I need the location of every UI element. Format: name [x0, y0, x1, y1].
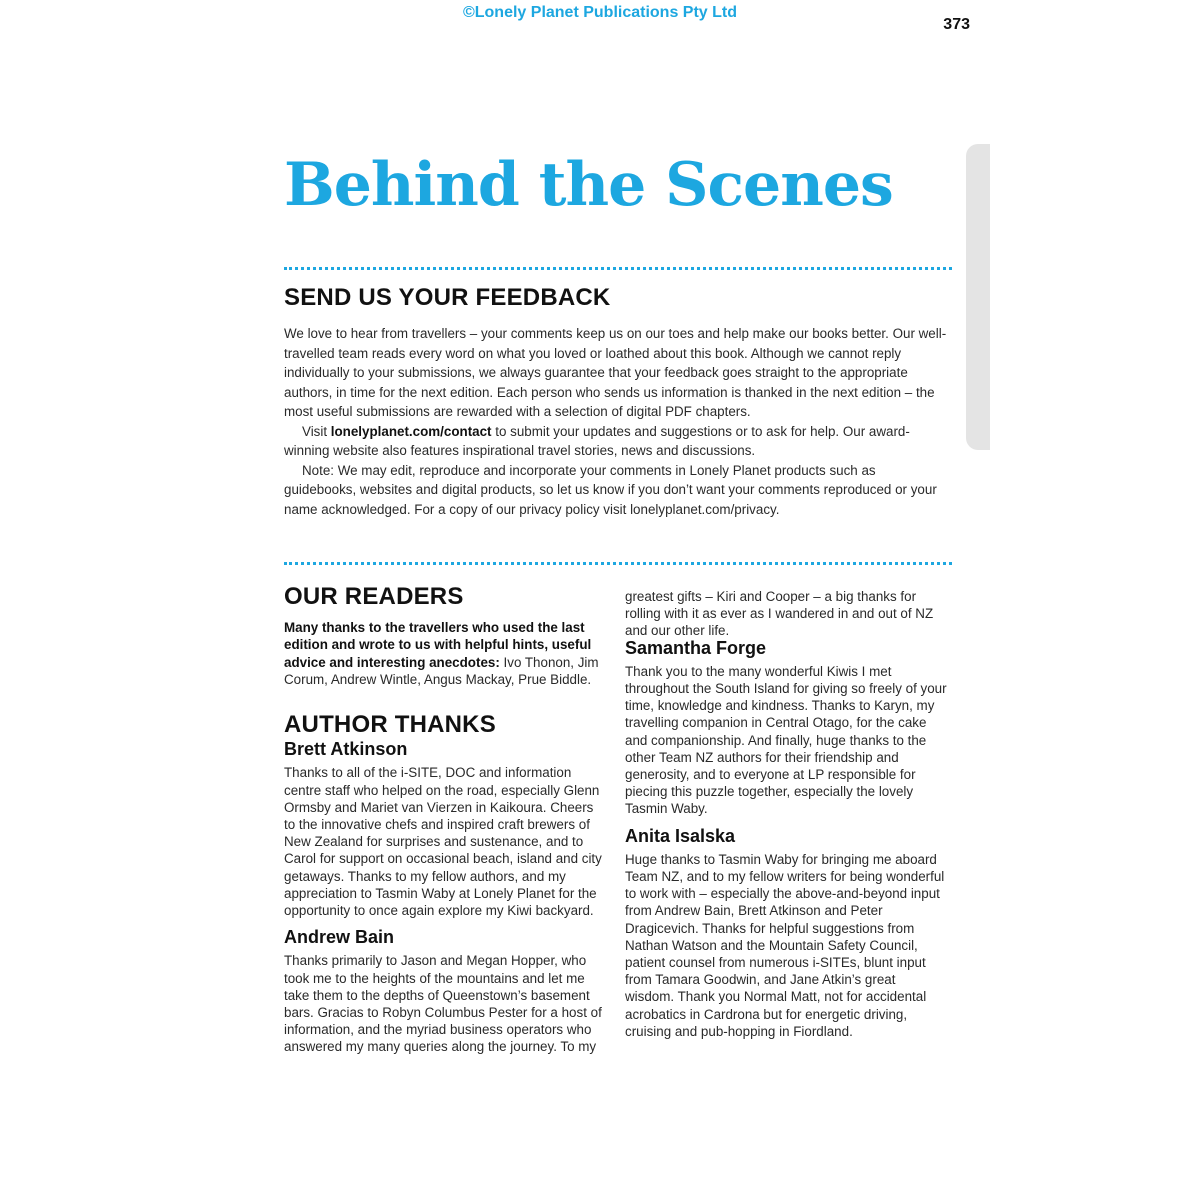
author-name: Anita Isalska — [625, 825, 736, 846]
author-thanks-text: Thank you to the many wonderful Kiwis I met throughout the South Island for giving so freely of your time, knowledge and kindness. Thanks to Karyn, my travelling companion in Central Otago, for the cake and companionship. And finally, huge thanks to the other Team NZ authors for their friendship and generosity, and to everyone at LP responsible for piecing this puzzle together, especially the lovely Tasmin Waby. — [625, 663, 947, 817]
author-thanks-text: Thanks to all of the i-SITE, DOC and information centre staff who helped on the road, especially Glenn Ormsby and Mariet van Vierzen in Kaikoura. Cheers to the innovative chefs and inspired craft brewers of New Zealand for surprises and sustenance, and to Carol for support on occasional beach, island and city getaways. Thanks to my fellow authors, and my appreciation to Tasmin Waby at Lonely Planet for the opportunity to once again explore my Kiwi backyard. — [284, 765, 602, 919]
feedback-paragraph — [284, 422, 950, 461]
readers-heading: OUR READERS — [284, 583, 464, 610]
author-name: Andrew Bain — [284, 927, 395, 948]
author-thanks-heading: AUTHOR THANKS — [284, 711, 496, 739]
author-thanks-continued: greatest gifts – Kiri and Cooper – a big thanks for rolling with it as ever as I wandered in and out of NZ and our other life. — [625, 589, 934, 639]
readers-lead: Many thanks to the travellers who used the last edition and wrote to us with helpful hints, useful advice and interesting anecdotes: — [284, 620, 592, 670]
dotted-divider — [284, 562, 952, 565]
chapter-side-tab — [966, 144, 990, 450]
readers-names: Ivo Thonon, Jim Corum, Andrew Wintle, Angus Mackay, Prue Biddle. — [284, 654, 599, 687]
feedback-body — [284, 324, 950, 519]
copyright-notice: ©Lonely Planet Publications Pty Ltd — [462, 4, 738, 21]
feedback-paragraph: We love to hear from travellers – your comments keep us on our toes and help make our books better. Our well-travelled team reads every word on what you loved or loathed about this book. Although we cannot reply individually to your submissions, we always guarantee that your feedback goes straight to the appropriate authors, in time for the next edition. Each person who sends us information is thanked in the next edition – the most useful submissions are rewarded with a selection of digital PDF chapters. — [284, 326, 947, 419]
author-name: Brett Atkinson — [284, 739, 408, 760]
author-entry — [625, 637, 947, 818]
feedback-visit-suffix: to submit your updates and suggestions or to ask for help. Our award-winning website also features inspirational travel stories, news and discussions. — [284, 423, 910, 458]
author-entry — [625, 825, 947, 1040]
author-entry — [284, 929, 606, 1055]
feedback-paragraph: Note: We may edit, reproduce and incorporate your comments in Lonely Planet products such as guidebooks, websites and digital products, so let us know if you don’t want your comments reproduced or your name acknowledged. For a copy of our privacy policy visit lonelyplanet.com/privacy. — [284, 462, 937, 517]
left-column — [284, 583, 606, 1066]
author-thanks-text: Thanks primarily to Jason and Megan Hopper, who took me to the heights of the mountains and let me take them to the depths of Queenstown’s basement bars. Gracias to Robyn Columbus Pester for a host of information, and the myriad business operators who answered my many queries along the journey. To my — [284, 953, 602, 1055]
dotted-divider — [284, 267, 952, 270]
author-name: Samantha Forge — [625, 637, 767, 658]
right-column — [625, 588, 947, 1050]
page-title: Behind the Scenes — [284, 150, 893, 220]
page-number: 373 — [943, 16, 970, 33]
contact-link[interactable]: lonelyplanet.com/contact — [330, 423, 492, 439]
author-entry — [284, 741, 606, 919]
feedback-heading: SEND US YOUR FEEDBACK — [284, 284, 611, 311]
readers-text — [284, 619, 606, 688]
feedback-visit-prefix: Visit — [302, 423, 331, 439]
author-thanks-text: Huge thanks to Tasmin Waby for bringing me aboard Team NZ, and to my fellow writers for being wonderful to work with – especially the above-and-beyond input from Andrew Bain, Brett Atkinson and Peter Dragicevich. Thanks for helpful suggestions from Nathan Watson and the Mountain Safety Council, patient counsel from numerous i-SITEs, blunt input from Tamara Goodwin, and Jane Atkin’s great wisdom. Thank you Normal Matt, not for accidental acrobatics in Cardrona but for energetic driving, cruising and pub-hopping in Fiordland. — [625, 851, 945, 1039]
